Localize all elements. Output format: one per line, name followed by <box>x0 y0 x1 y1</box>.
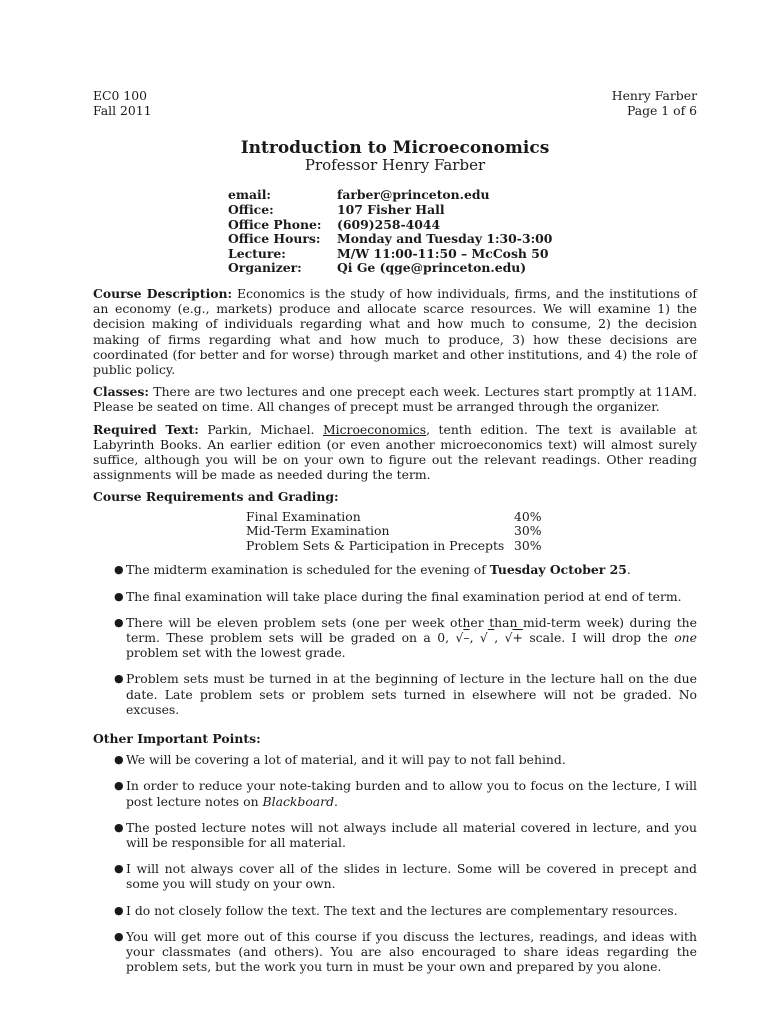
bullet-icon: ● <box>114 929 124 943</box>
contact-email: farber@princeton.edu <box>337 187 490 203</box>
instructor-name: Henry Farber <box>611 88 697 103</box>
list-item <box>93 929 697 975</box>
contact-label: Organizer: <box>228 260 302 276</box>
grading-row-final <box>246 510 697 525</box>
list-item <box>93 861 697 891</box>
final-exam-text: The final examination will take place during the final examination period at end of term. <box>126 588 682 604</box>
contact-table <box>228 188 697 276</box>
other-points-heading: Other Important Points: <box>93 731 261 747</box>
sqrt-icon: √ <box>455 630 464 645</box>
list-item <box>93 562 697 577</box>
text-note: I do not closely follow the text. The text and the lectures are complementary resources. <box>126 902 678 918</box>
contact-row-email <box>228 188 697 203</box>
psets-text: There will be eleven problem sets (one per week other than mid-term week) during the term. These problem sets will be graded on a 0, <box>126 614 697 645</box>
bullet-icon: ● <box>114 779 124 793</box>
required-text-paragraph <box>93 422 697 483</box>
classes-paragraph <box>93 384 697 414</box>
other-points-list <box>93 752 697 974</box>
contact-row-office <box>228 203 697 218</box>
sqrt-icon: √ <box>504 630 513 645</box>
page-number: Page 1 of 6 <box>626 103 697 119</box>
psets-text-mid: scale. I will drop the <box>522 630 675 645</box>
bullet-icon: ● <box>114 615 124 629</box>
midterm-text: The midterm examination is scheduled for the evening of <box>126 562 490 578</box>
contact-row-hours <box>228 232 697 247</box>
turn-in-text: Problem sets must be turned in at the beginning of lecture in the lecture hall on the due date. Late problem sets or problem sets turned in elsewhere will not be graded. No excuses. <box>126 671 697 717</box>
contact-hours: Monday and Tuesday 1:30-3:00 <box>337 231 553 247</box>
psets-text-end: problem set with the lowest grade. <box>126 645 346 661</box>
grading-weight: 40% <box>514 508 542 524</box>
behind-text: We will be covering a lot of material, and it will pay to not fall behind. <box>126 752 566 768</box>
contact-organizer: Qi Ge (qge@princeton.edu) <box>337 260 527 276</box>
contact-row-organizer <box>228 261 697 276</box>
requirements-list <box>93 562 697 717</box>
grade-separator: , <box>494 630 505 645</box>
grading-item: Problem Sets & Participation in Precepts <box>246 537 505 553</box>
contact-label: Office Phone: <box>228 216 322 232</box>
grading-table <box>246 510 697 554</box>
list-item <box>93 589 697 604</box>
course-description <box>93 286 697 377</box>
contact-row-phone <box>228 218 697 233</box>
contact-label: email: <box>228 187 272 203</box>
grade-minus: – <box>463 630 470 645</box>
list-item <box>93 820 697 850</box>
term: Fall 2011 <box>93 103 152 119</box>
notes-period: . <box>334 793 338 809</box>
list-item <box>93 615 697 661</box>
grading-item: Final Examination <box>246 508 361 524</box>
classes-text: There are two lectures and one precept each week. Lectures start promptly at 11AM. Please be seated on time. All changes of precept must be arranged through the organizer. <box>93 384 697 415</box>
list-item <box>93 903 697 918</box>
course-code: EC0 100 <box>93 88 147 103</box>
slides-text: I will not always cover all of the slides in lecture. Some will be covered in precept and some you will study on your own. <box>126 861 697 892</box>
course-description-text: Economics is the study of how individuals, firms, and the institutions of an economy (e.g., markets) produce and allocate scarce resources. We will examine 1) the decision making of individuals regarding what and how much to consume, 2) the decision making of firms regarding what and how much to produce, 3) how these decisions are coordinated (for better and for worse) through market and other institutions, and 4) the role of public policy. <box>93 285 697 377</box>
grading-item: Mid-Term Examination <box>246 523 390 539</box>
contact-row-lecture <box>228 247 697 262</box>
bullet-icon: ● <box>114 563 124 577</box>
required-text-book-title: Microeconomics <box>322 421 427 437</box>
list-item <box>93 778 697 808</box>
classes-label: Classes: <box>93 384 149 400</box>
discuss-text: You will get more out of this course if you discuss the lectures, readings, and ideas with your classmates (and others). You are also encouraged to share ideas regarding the problem sets, but the work you turn in must be your own and prepared by you alone. <box>126 928 697 975</box>
grade-plus: + <box>512 630 523 645</box>
bullet-icon: ● <box>114 672 124 686</box>
required-text-details: , tenth edition. The text is available at Labyrinth Books. An earlier edition (or even another microeconomics text) will almost surely suffice, although you will be on your own to figure out the relevant readings. Other reading assignments will be made as needed during the term. <box>93 421 697 483</box>
contact-office: 107 Fisher Hall <box>337 202 445 217</box>
page-header <box>93 88 697 118</box>
notes-text: In order to reduce your note-taking burden and to allow you to focus on the lecture, I will post lecture notes on <box>126 778 697 809</box>
grading-row-midterm <box>246 524 697 539</box>
list-item <box>93 752 697 767</box>
document-title: Introduction to Microeconomics <box>240 138 550 159</box>
list-item <box>93 671 697 717</box>
bullet-icon: ● <box>114 903 124 917</box>
grading-heading: Course Requirements and Grading: <box>93 489 339 505</box>
grading-weight: 30% <box>514 537 542 553</box>
blackboard-name: Blackboard <box>262 793 335 809</box>
grading-weight: 30% <box>514 523 542 539</box>
psets-one-emphasis: one <box>674 630 697 645</box>
required-text-label: Required Text: <box>93 421 199 437</box>
contact-lecture: M/W 11:00-11:50 – McCosh 50 <box>337 245 549 261</box>
required-text-author: Parkin, Michael. <box>198 421 323 437</box>
course-description-label: Course Description: <box>93 285 233 301</box>
grade-separator: , <box>469 630 480 645</box>
contact-label: Office Hours: <box>228 231 321 247</box>
posted-notes-text: The posted lecture notes will not always include all material covered in lecture, and you will be responsible for all material. <box>126 819 697 851</box>
midterm-date: Tuesday October 25 <box>489 562 627 578</box>
grading-row-psets <box>246 539 697 554</box>
bullet-icon: ● <box>114 862 124 876</box>
sqrt-icon: √ <box>479 630 488 645</box>
contact-phone: (609)258-4044 <box>337 216 441 232</box>
bullet-icon: ● <box>114 589 124 603</box>
midterm-period: . <box>626 562 631 578</box>
bullet-icon: ● <box>114 753 124 767</box>
bullet-icon: ● <box>114 820 124 834</box>
contact-label: Lecture: <box>228 245 286 261</box>
document-subtitle: Professor Henry Farber <box>304 156 486 175</box>
contact-label: Office: <box>228 202 274 217</box>
